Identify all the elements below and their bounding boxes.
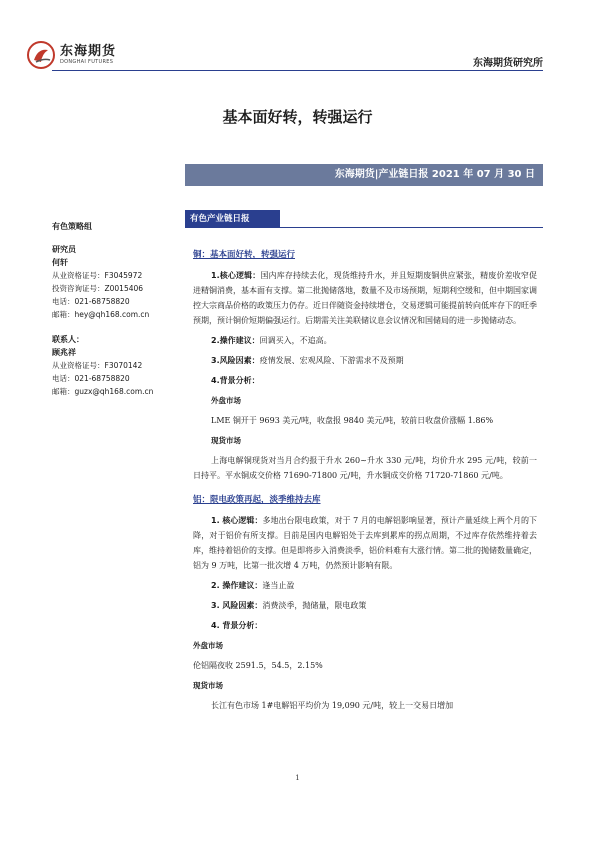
aluminum-foreign-heading: 外盘市场	[193, 641, 223, 650]
copper-spot-heading: 现货市场	[211, 436, 241, 445]
copper-foreign-heading: 外盘市场	[211, 396, 241, 405]
copper-heading: 铜：基本面好转，转强运行	[193, 250, 296, 260]
report-date-band: 东海期货|产业链日报 2021 年 07 月 30 日	[185, 164, 543, 186]
aluminum-heading: 铝：限电政策再起，淡季维持去库	[193, 495, 321, 505]
researcher-phone: 电话：021-68758820	[52, 297, 130, 306]
aluminum-spot-text: 长江有色市场 1#电解铝平均价为 19,090 元/吨，较上一交易日增加	[211, 701, 454, 710]
logo-chinese: 东海期货	[60, 44, 117, 59]
section-tag: 有色产业链日报	[185, 210, 280, 228]
researcher-qualification: 从业资格证号：F3045972	[52, 271, 143, 280]
author-sidebar	[52, 220, 187, 398]
copper-foreign-text: LME 铜开于 9693 美元/吨，收盘报 9840 美元/吨，较前日收盘价涨幅 1.86%	[211, 416, 494, 425]
company-logo	[26, 38, 116, 72]
section-divider	[185, 227, 543, 228]
strategy-group: 有色策略组	[52, 222, 92, 231]
contact-email: 邮箱：guzx@qh168.com.cn	[52, 387, 154, 396]
page-number: 1	[295, 774, 300, 782]
contact-name: 顾兆祥	[52, 348, 76, 357]
report-body	[193, 248, 537, 718]
copper-spot-text: 上海电解铜现货对当月合约报于升水 260~升水 330 元/吨，均价升水 295 元/吨，较前一日持平。平水铜成交价格 71690-71800 元/吨，升水铜成交价格 71720-71860 元/吨。	[193, 456, 537, 480]
aluminum-advice: 2. 操作建议：逢当止盈	[211, 581, 295, 590]
researcher-email: 邮箱：hey@qh168.com.cn	[52, 310, 150, 319]
copper-risk: 3.风险因素：疫情发展、宏观风险、下游需求不及预期	[211, 356, 404, 365]
aluminum-foreign-text: 伦铝隔夜收 2591.5，54.5，2.15%	[193, 661, 323, 670]
donghai-logo-icon	[26, 40, 56, 70]
aluminum-background: 4. 背景分析：	[211, 621, 263, 630]
researcher-heading: 研究员	[52, 245, 76, 254]
copper-background: 4.背景分析：	[211, 376, 260, 385]
contact-phone: 电话：021-68758820	[52, 374, 130, 383]
researcher-consulting-id: 投资咨询证号：Z0015406	[52, 284, 144, 293]
aluminum-core-logic: 1. 核心逻辑：多地出台限电政策，对于 7 月的电解铝影响显著，预计产量延续上两个月的下降，对于铝价有所支撑。目前是国内电解铝处于去库到累库的拐点周期，不过库存依然维持着去库，维持着铝价的支撑。但是即将步入消费淡季，铝价料难有大涨行情。第二批的抛储数量确定，铝为 9 万吨，比第一批次增 4 万吨，仍然预计影响有限。	[193, 516, 537, 570]
copper-advice: 2.操作建议：回调买入，不追高。	[211, 336, 332, 345]
aluminum-risk: 3. 风险因素：消费淡季，抛储量，限电政策	[211, 601, 367, 610]
logo-english: DONGHAI FUTURES	[60, 59, 114, 65]
aluminum-spot-heading: 现货市场	[193, 681, 223, 690]
contact-qualification: 从业资格证号：F3070142	[52, 361, 143, 370]
contact-heading: 联系人：	[52, 335, 84, 344]
copper-core-logic: 1.核心逻辑：国内库存持续去化，现货维持升水，并且短期废铜供应紧张，精废价差收窄促进精铜消费，基本面有支撑。第二批抛储落地，数量不及市场预期，短期利空缓和，但中期国家调控大宗商品价格的政策压力仍存。近日伴随资金持续增仓，交易逻辑可能提前转向低库存下的旺季预期，预计铜价短期偏强运行。后期需关注美联储议息会议情况和国储局的进一步抛储动态。	[193, 271, 537, 325]
researcher-name: 何轩	[52, 258, 68, 267]
report-title: 基本面好转，转强运行	[222, 108, 373, 126]
header-divider	[52, 70, 543, 71]
research-institute-name: 东海期货研究所	[473, 58, 543, 69]
